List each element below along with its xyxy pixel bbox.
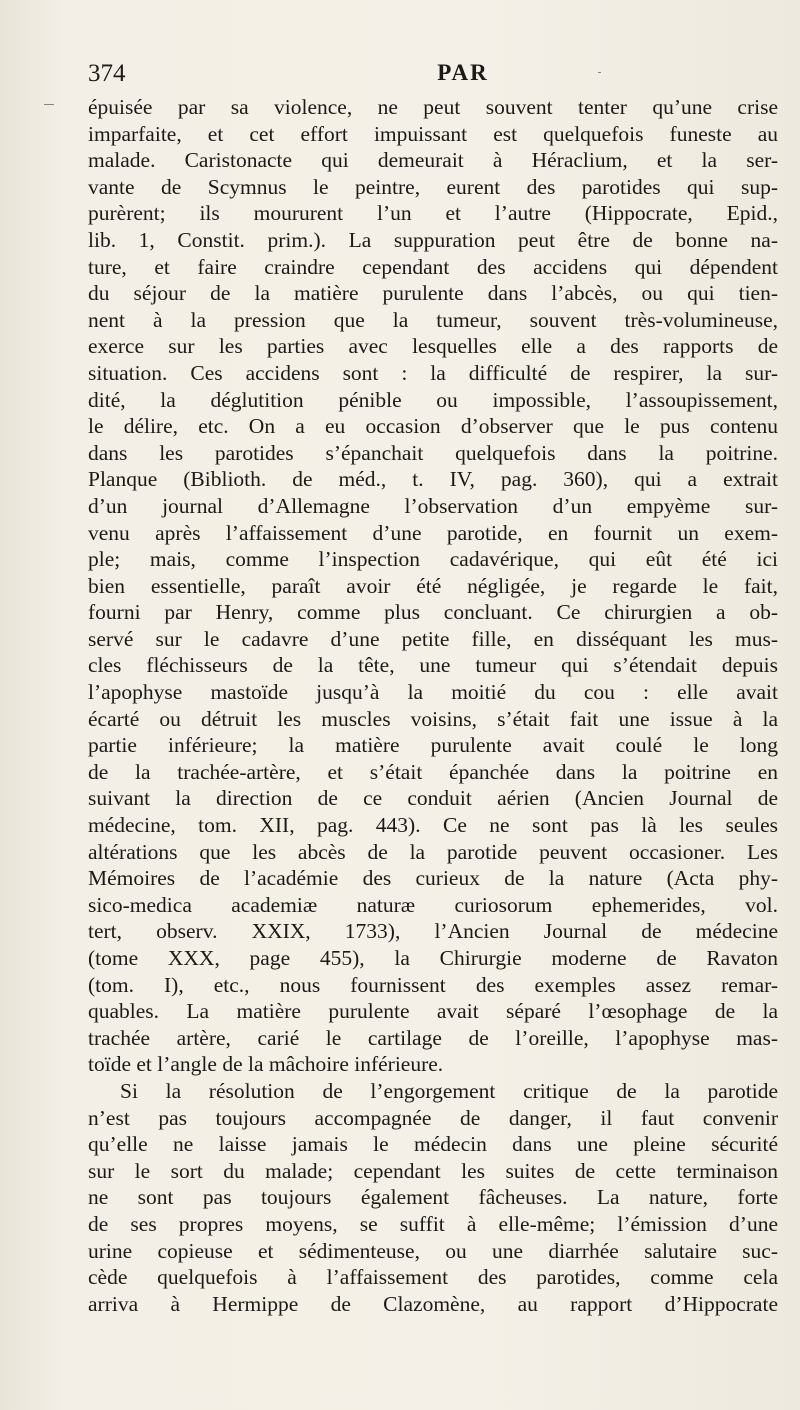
text-line: arriva à Hermippe de Clazomène, au rapport d’Hippocrate [88, 1291, 778, 1316]
text-line: le délire, etc. On a eu occasion d’observer que le pus contenu [88, 414, 778, 439]
text-line: servé sur le cadavre d’une petite fille, en disséquant les mus- [88, 626, 778, 651]
text-line: Planque (Biblioth. de méd., t. IV, pag. 360), qui a extrait [88, 467, 778, 492]
speck-mark [598, 72, 601, 73]
text-line: suivant la direction de ce conduit aérien (Ancien Journal de [88, 786, 778, 811]
text-line: d’un journal d’Allemagne l’observation d’un empyème sur- [88, 493, 778, 518]
text-line: purèrent; ils moururent l’un et l’autre (Hippocrate, Epid., [88, 201, 778, 226]
text-line: urine copieuse et sédimenteuse, ou une diarrhée salutaire suc- [88, 1238, 778, 1263]
paragraph [88, 1078, 778, 1317]
text-line: lib. 1, Constit. prim.). La suppuration peut être de bonne na- [88, 227, 778, 252]
text-line: l’apophyse mastoïde jusqu’à la moitié du cou : elle avait [88, 680, 778, 705]
text-line: vante de Scymnus le peintre, eurent des parotides qui sup- [88, 174, 778, 199]
text-line: partie inférieure; la matière purulente avait coulé le long [88, 733, 778, 758]
text-line: trachée artère, carié le cartilage de l’oreille, l’apophyse mas- [88, 1025, 778, 1050]
paragraph [88, 94, 778, 1078]
text-line: de la trachée-artère, et s’était épanchée dans la poitrine en [88, 759, 778, 784]
text-line: tert, observ. XXIX, 1733), l’Ancien Journal de médecine [88, 919, 778, 944]
text-line: sur le sort du malade; cependant les suites de cette terminaison [88, 1158, 778, 1183]
text-line: Si la résolution de l’engorgement critique de la parotide [120, 1078, 778, 1103]
text-line: imparfaite, et cet effort impuissant est quelquefois funeste au [88, 121, 778, 146]
text-line: fourni par Henry, comme plus concluant. Ce chirurgien a ob- [88, 600, 778, 625]
text-line: ne sont pas toujours également fâcheuses. La nature, forte [88, 1185, 778, 1210]
text-line: qu’elle ne laisse jamais le médecin dans une pleine sécurité [88, 1132, 778, 1157]
text-line: du séjour de la matière purulente dans l’abcès, ou qui tien- [88, 281, 778, 306]
text-line: quables. La matière purulente avait séparé l’œsophage de la [88, 999, 778, 1024]
text-line: venu après l’affaissement d’une parotide, en fournit un exem- [88, 520, 778, 545]
text-line: cède quelquefois à l’affaissement des parotides, comme cela [88, 1265, 778, 1290]
text-line: nent à la pression que la tumeur, souvent très-volumineuse, [88, 307, 778, 332]
text-line: écarté ou détruit les muscles voisins, s’était fait une issue à la [88, 706, 778, 731]
text-line: n’est pas toujours accompagnée de danger, il faut convenir [88, 1105, 778, 1130]
page-number: 374 [88, 60, 126, 87]
text-line: malade. Caristonacte qui demeurait à Héraclium, et la ser- [88, 148, 778, 173]
text-line: altérations que les abcès de la parotide peuvent occasioner. Les [88, 839, 778, 864]
running-title: PAR [437, 60, 489, 85]
text-line: situation. Ces accidens sont : la difficulté de respirer, la sur- [88, 360, 778, 385]
text-line: médecine, tom. XII, pag. 443). Ce ne sont pas là les seules [88, 813, 778, 838]
margin-mark [44, 104, 54, 105]
text-line: bien essentielle, paraît avoir été négligée, je regarde le fait, [88, 573, 778, 598]
page-header [88, 60, 752, 94]
text-line: épuisée par sa violence, ne peut souvent tenter qu’une crise [88, 95, 778, 119]
text-line: (tom. I), etc., nous fournissent des exemples assez remar- [88, 972, 778, 997]
text-line: cles fléchisseurs de la tête, une tumeur qui s’étendait depuis [88, 653, 778, 678]
body-text [88, 94, 778, 1317]
text-line: dans les parotides s’épanchait quelquefois dans la poitrine. [88, 440, 778, 465]
text-line: de ses propres moyens, se suffit à elle-même; l’émission d’une [88, 1211, 778, 1236]
text-line: Mémoires de l’académie des curieux de la nature (Acta phy- [88, 866, 778, 891]
text-line: toïde et l’angle de la mâchoire inférieure. [88, 1052, 444, 1077]
text-line: ple; mais, comme l’inspection cadavérique, qui eût été ici [88, 547, 778, 572]
text-line: sico-medica academiæ naturæ curiosorum ephemerides, vol. [88, 892, 778, 917]
text-line: ture, et faire craindre cependant des accidens qui dépendent [88, 254, 778, 279]
text-line: exerce sur les parties avec lesquelles elle a des rapports de [88, 334, 778, 359]
text-line: dité, la déglutition pénible ou impossible, l’assoupissement, [88, 387, 778, 412]
text-line: (tome XXX, page 455), la Chirurgie moderne de Ravaton [88, 946, 778, 970]
